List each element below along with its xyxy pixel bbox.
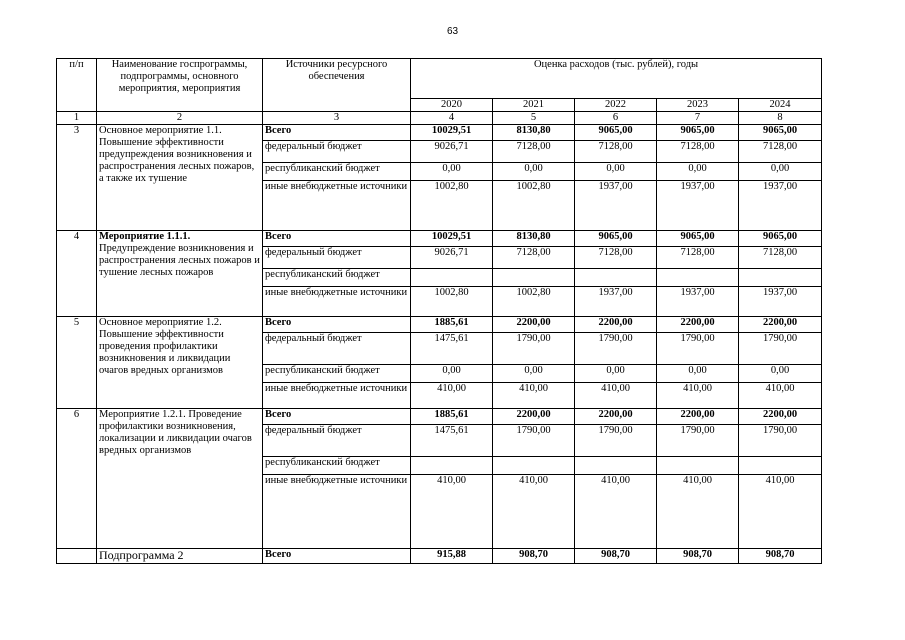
value-cell: 410,00 — [411, 383, 493, 409]
value-cell: 2200,00 — [739, 317, 822, 333]
header-year: 2020 — [411, 99, 493, 112]
value-cell: 9065,00 — [575, 231, 657, 247]
value-cell: 0,00 — [575, 365, 657, 383]
value-cell: 9065,00 — [739, 125, 822, 141]
value-cell: 7128,00 — [657, 247, 739, 269]
value-cell: 410,00 — [575, 475, 657, 549]
column-number: 6 — [575, 112, 657, 125]
value-cell: 1885,61 — [411, 409, 493, 425]
source-label: иные внебюджетные источники — [263, 181, 411, 231]
source-label: Всего — [263, 549, 411, 564]
value-cell: 2200,00 — [575, 409, 657, 425]
value-cell: 1937,00 — [739, 181, 822, 231]
value-cell: 0,00 — [493, 163, 575, 181]
source-label: федеральный бюджет — [263, 247, 411, 269]
value-cell: 1790,00 — [657, 425, 739, 457]
value-cell: 2200,00 — [493, 317, 575, 333]
value-cell — [575, 269, 657, 287]
value-cell: 915,88 — [411, 549, 493, 564]
value-cell: 9065,00 — [575, 125, 657, 141]
value-cell — [575, 457, 657, 475]
subprogram-name: Подпрограмма 2 — [97, 549, 263, 564]
value-cell: 410,00 — [739, 475, 822, 549]
budget-table — [56, 58, 822, 564]
value-cell: 1002,80 — [411, 287, 493, 317]
source-label: Всего — [263, 125, 411, 141]
value-cell: 8130,80 — [493, 231, 575, 247]
value-cell: 410,00 — [575, 383, 657, 409]
header-year: 2024 — [739, 99, 822, 112]
value-cell: 1790,00 — [493, 425, 575, 457]
value-cell: 2200,00 — [575, 317, 657, 333]
column-number: 2 — [97, 112, 263, 125]
source-label: иные внебюджетные источники — [263, 475, 411, 549]
value-cell: 1475,61 — [411, 425, 493, 457]
value-cell: 0,00 — [411, 163, 493, 181]
value-cell: 2200,00 — [657, 317, 739, 333]
value-cell: 0,00 — [739, 163, 822, 181]
value-cell: 908,70 — [575, 549, 657, 564]
value-cell: 9026,71 — [411, 141, 493, 163]
value-cell: 1937,00 — [575, 287, 657, 317]
value-cell: 1937,00 — [575, 181, 657, 231]
value-cell: 410,00 — [739, 383, 822, 409]
value-cell: 7128,00 — [739, 247, 822, 269]
value-cell: 1790,00 — [739, 425, 822, 457]
value-cell: 7128,00 — [493, 247, 575, 269]
value-cell: 1790,00 — [493, 333, 575, 365]
value-cell: 9026,71 — [411, 247, 493, 269]
value-cell — [657, 457, 739, 475]
activity-name — [97, 231, 263, 317]
value-cell: 10029,51 — [411, 231, 493, 247]
header-source: Источники ресурсного обеспечения — [263, 59, 411, 112]
value-cell: 410,00 — [493, 475, 575, 549]
value-cell: 1475,61 — [411, 333, 493, 365]
value-cell: 8130,80 — [493, 125, 575, 141]
value-cell: 1002,80 — [493, 287, 575, 317]
value-cell: 0,00 — [739, 365, 822, 383]
activity-name: Мероприятие 1.2.1. Проведение профилактики возникновения, локализации и ликвидации очагов вредных организмов — [97, 409, 263, 549]
value-cell: 410,00 — [493, 383, 575, 409]
value-cell: 2200,00 — [739, 409, 822, 425]
column-number: 7 — [657, 112, 739, 125]
source-label: федеральный бюджет — [263, 333, 411, 365]
value-cell: 2200,00 — [657, 409, 739, 425]
column-number: 3 — [263, 112, 411, 125]
value-cell: 1002,80 — [411, 181, 493, 231]
source-label: республиканский бюджет — [263, 457, 411, 475]
value-cell: 7128,00 — [493, 141, 575, 163]
value-cell: 9065,00 — [657, 231, 739, 247]
value-cell — [493, 457, 575, 475]
header-pp: п/п — [57, 59, 97, 112]
value-cell: 1937,00 — [739, 287, 822, 317]
value-cell: 10029,51 — [411, 125, 493, 141]
value-cell: 0,00 — [493, 365, 575, 383]
page-number: 63 — [446, 26, 459, 37]
value-cell: 7128,00 — [657, 141, 739, 163]
activity-title: Мероприятие 1.1.1. — [99, 231, 191, 243]
value-cell: 1790,00 — [739, 333, 822, 365]
header-estimate: Оценка расходов (тыс. рублей), годы — [411, 59, 822, 99]
value-cell — [493, 269, 575, 287]
value-cell: 0,00 — [657, 163, 739, 181]
value-cell: 0,00 — [657, 365, 739, 383]
row-index: 4 — [57, 231, 97, 317]
activity-name: Основное мероприятие 1.2. Повышение эффективности проведения профилактики возникновения и ликвидации очагов вредных организмов — [97, 317, 263, 409]
value-cell — [411, 457, 493, 475]
value-cell: 908,70 — [493, 549, 575, 564]
value-cell: 1937,00 — [657, 181, 739, 231]
source-label: федеральный бюджет — [263, 141, 411, 163]
header-year: 2022 — [575, 99, 657, 112]
column-number: 5 — [493, 112, 575, 125]
header-year: 2021 — [493, 99, 575, 112]
source-label: иные внебюджетные источники — [263, 287, 411, 317]
value-cell: 1002,80 — [493, 181, 575, 231]
source-label: Всего — [263, 231, 411, 247]
value-cell: 7128,00 — [739, 141, 822, 163]
header-year: 2023 — [657, 99, 739, 112]
activity-name: Основное мероприятие 1.1. Повышение эффективности предупреждения возникновения и распространения лесных пожаров, а также их тушение — [97, 125, 263, 231]
value-cell — [739, 457, 822, 475]
source-label: республиканский бюджет — [263, 163, 411, 181]
value-cell: 908,70 — [657, 549, 739, 564]
activity-description: Предупреждение возникновения и распространения лесных пожаров и тушение лесных пожаров — [99, 243, 260, 279]
value-cell: 1937,00 — [657, 287, 739, 317]
value-cell: 0,00 — [575, 163, 657, 181]
value-cell: 1790,00 — [575, 333, 657, 365]
source-label: федеральный бюджет — [263, 425, 411, 457]
column-number: 4 — [411, 112, 493, 125]
value-cell: 1885,61 — [411, 317, 493, 333]
value-cell — [657, 269, 739, 287]
value-cell: 9065,00 — [739, 231, 822, 247]
value-cell: 1790,00 — [575, 425, 657, 457]
value-cell — [411, 269, 493, 287]
source-label: Всего — [263, 317, 411, 333]
source-label: Всего — [263, 409, 411, 425]
value-cell: 908,70 — [739, 549, 822, 564]
value-cell: 2200,00 — [493, 409, 575, 425]
column-number: 8 — [739, 112, 822, 125]
value-cell: 7128,00 — [575, 247, 657, 269]
value-cell: 410,00 — [657, 383, 739, 409]
value-cell: 9065,00 — [657, 125, 739, 141]
source-label: иные внебюджетные источники — [263, 383, 411, 409]
value-cell: 410,00 — [411, 475, 493, 549]
column-number: 1 — [57, 112, 97, 125]
row-index — [57, 549, 97, 564]
value-cell: 1790,00 — [657, 333, 739, 365]
source-label: республиканский бюджет — [263, 269, 411, 287]
row-index: 5 — [57, 317, 97, 409]
source-label: республиканский бюджет — [263, 365, 411, 383]
row-index: 6 — [57, 409, 97, 549]
header-name: Наименование госпрограммы, подпрограммы, основного мероприятия, мероприятия — [97, 59, 263, 112]
value-cell — [739, 269, 822, 287]
row-index: 3 — [57, 125, 97, 231]
value-cell: 410,00 — [657, 475, 739, 549]
value-cell: 0,00 — [411, 365, 493, 383]
value-cell: 7128,00 — [575, 141, 657, 163]
